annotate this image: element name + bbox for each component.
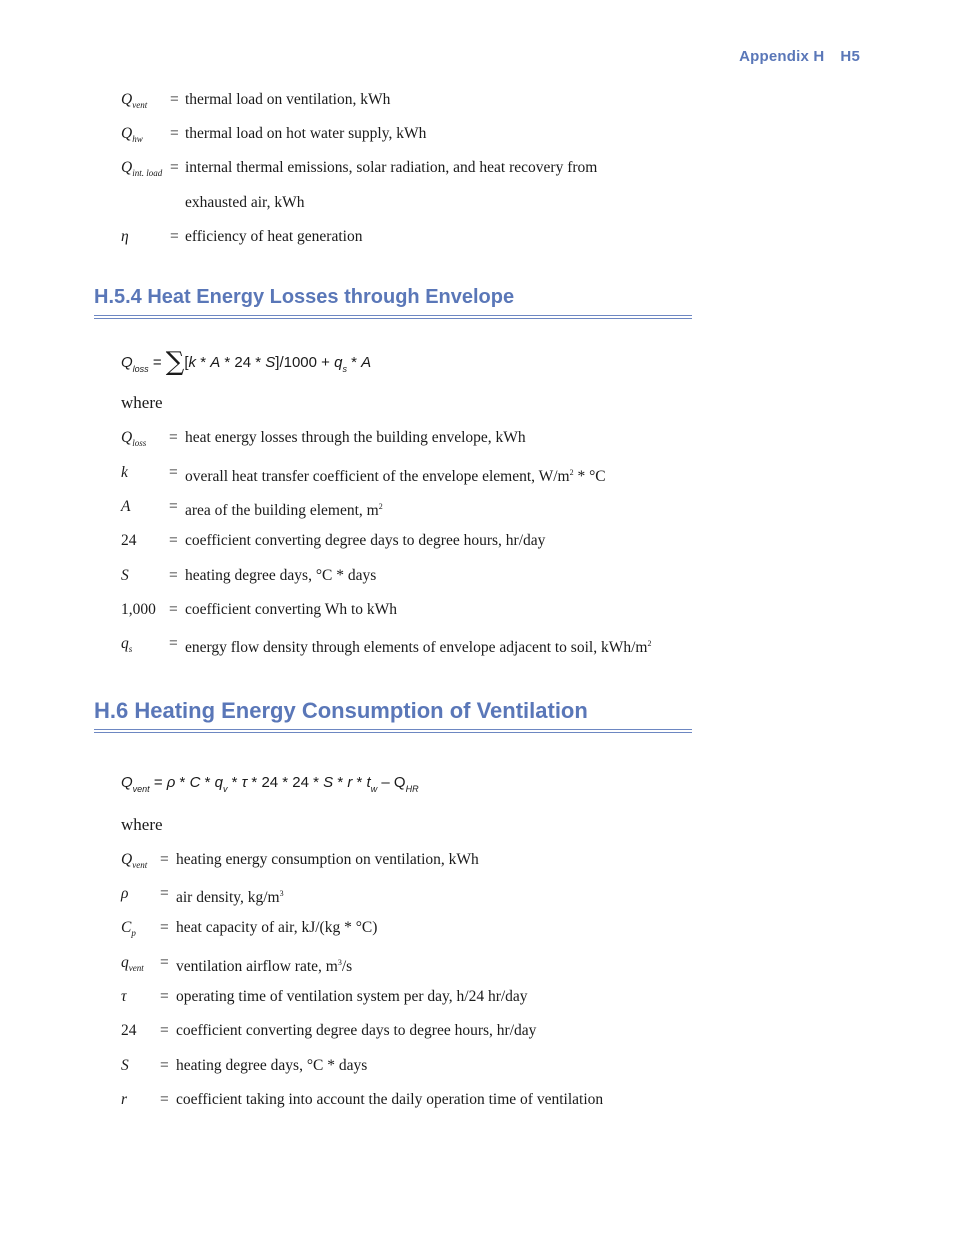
definition-text: internal thermal emissions, solar radiation, and heat recovery from xyxy=(185,159,598,176)
definition-text: heating degree days, °C * days xyxy=(176,1057,368,1074)
symbol: $C_p$ xyxy=(121,919,136,938)
symbol: A xyxy=(121,498,131,515)
symbol: $Q_{loss}$ xyxy=(121,429,147,448)
definition-text: ventilation airflow rate, $m^3/s$ xyxy=(176,958,353,975)
definition-text: exhausted air, kWh xyxy=(185,194,305,211)
symbol: $Q_{hw}$ xyxy=(121,125,143,144)
symbol: S xyxy=(121,567,129,584)
definition-text: heating energy consumption on ventilation, kWh xyxy=(176,851,479,868)
definition-text: air density, $kg/m^3$ xyxy=(176,889,284,906)
where-label: where xyxy=(121,393,163,412)
definition-text: heating degree days, °C * days xyxy=(185,567,377,584)
symbol: 24 xyxy=(121,1022,137,1039)
symbol: $Q_{vent}$ xyxy=(121,851,148,870)
equation-heat-losses: $Q_{loss} = \sum[k * A * 24 * S]/1000 + q_s * A$ xyxy=(121,347,372,377)
definition-text: overall heat transfer coefficient of the envelope element, $W/m^2 * ^\circ C$ xyxy=(185,468,606,485)
symbol: $q_s$ xyxy=(121,635,133,654)
symbol: τ xyxy=(121,988,127,1005)
symbol: $Q_{vent}$ xyxy=(121,91,148,110)
page-number: H5 xyxy=(840,48,860,65)
definition-text: heat capacity of air, kJ/(kg * °C) xyxy=(176,919,378,936)
symbol: $q_{vent}$ xyxy=(121,954,144,973)
symbol: S xyxy=(121,1057,129,1074)
symbol: ρ xyxy=(121,885,129,902)
heading-rule xyxy=(94,315,692,316)
symbol: k xyxy=(121,464,128,481)
appendix-label: Appendix H xyxy=(739,48,825,65)
symbol: $Q_{int. load}$ xyxy=(121,159,163,178)
definition-text: coefficient converting Wh to kWh xyxy=(185,601,398,618)
symbol: η xyxy=(121,228,129,245)
symbol: r xyxy=(121,1091,128,1108)
where-label: where xyxy=(121,815,163,834)
heading-rule xyxy=(94,729,692,730)
definition-text: energy flow density through elements of envelope adjacent to soil, kWh/$m^2$ xyxy=(185,639,652,656)
definition-text: heat energy losses through the building envelope, kWh xyxy=(185,429,526,446)
definition-text: operating time of ventilation system per day, h/24 hr/day xyxy=(176,988,528,1005)
section-heading: H.6 Heating Energy Consumption of Ventilation xyxy=(94,698,588,723)
definition-text: thermal load on hot water supply, kWh xyxy=(185,125,427,142)
definition-text: area of the building element, $m^2$ xyxy=(185,502,383,519)
definition-text: coefficient taking into account the daily operation time of ventilation xyxy=(176,1091,604,1108)
definition-text: efficiency of heat generation xyxy=(185,228,363,245)
heading-rule xyxy=(94,732,692,733)
symbol: 1,000 xyxy=(121,601,156,618)
definition-text: coefficient converting degree days to degree hours, hr/day xyxy=(185,532,546,549)
heading-rule xyxy=(94,318,692,319)
definition-text: coefficient converting degree days to degree hours, hr/day xyxy=(176,1022,537,1039)
equation-ventilation: $Q_{vent} = \rho * C * q_v * \tau * 24 * 24 * S * r * t_w - Q_{HR}$ xyxy=(121,774,419,794)
symbol: 24 xyxy=(121,532,137,549)
section-heading: H.5.4 Heat Energy Losses through Envelope xyxy=(94,286,515,308)
definition-text: thermal load on ventilation, kWh xyxy=(185,91,391,108)
running-header xyxy=(739,48,860,65)
